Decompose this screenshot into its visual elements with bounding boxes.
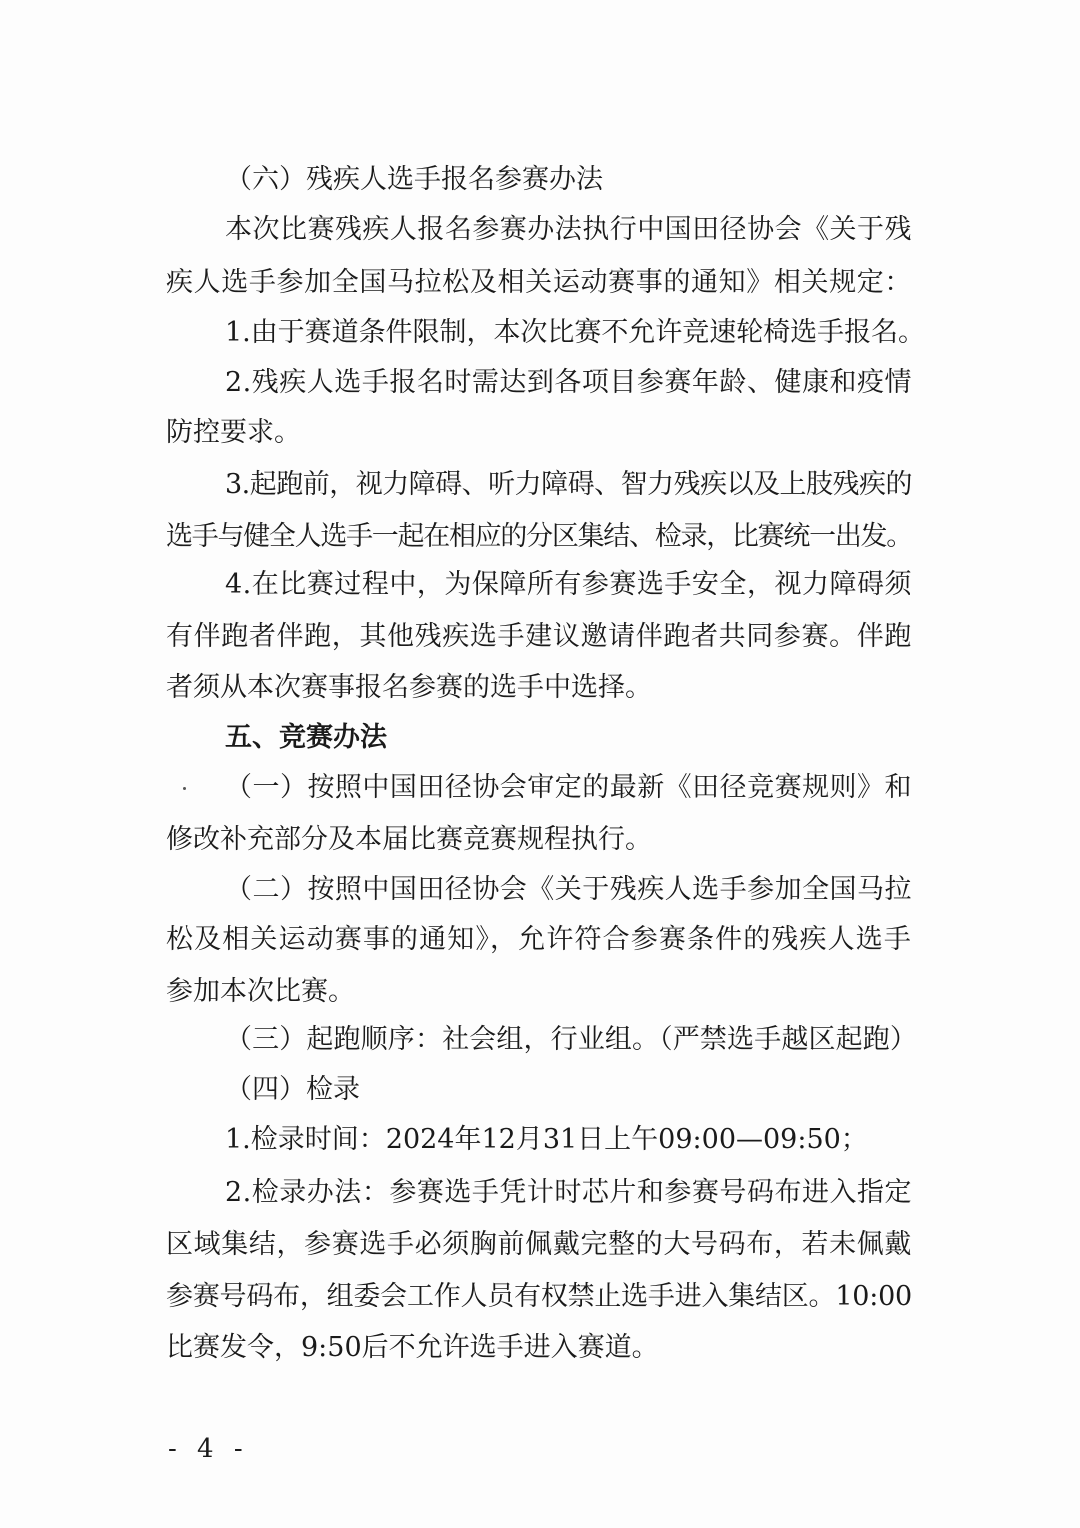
- paragraph-line: 修改补充部分及本届比赛竞赛规程执行。: [166, 824, 652, 855]
- list-item: 1.检录时间：2024年12月31日上午09:00—09:50；: [225, 1124, 868, 1155]
- list-item: 2.残疾人选手报名时需达到各项目参赛年龄、健康和疫情: [225, 367, 912, 398]
- subsection-heading: （六）残疾人选手报名参赛办法: [225, 164, 603, 195]
- page-number: - 4 -: [168, 1434, 249, 1464]
- paragraph-line: 选手与健全人选手一起在相应的分区集结、检录，比赛统一出发。: [166, 521, 912, 552]
- paragraph-line: 者须从本次赛事报名参赛的选手中选择。: [166, 672, 652, 703]
- paragraph-line: 本次比赛残疾人报名参赛办法执行中国田径协会《关于残: [225, 214, 912, 245]
- paragraph-line: （二）按照中国田径协会《关于残疾人选手参加全国马拉: [225, 874, 912, 905]
- paragraph-line: 比赛发令，9:50后不允许选手进入赛道。: [166, 1332, 659, 1363]
- paragraph-line: 参加本次比赛。: [166, 976, 355, 1007]
- paragraph-line: 参赛号码布，组委会工作人员有权禁止选手进入集结区。10:00: [166, 1281, 912, 1312]
- paragraph-line: 松及相关运动赛事的通知》，允许符合参赛条件的残疾人选手: [166, 924, 912, 955]
- paragraph-line: 防控要求。: [166, 417, 301, 448]
- list-item: 1.由于赛道条件限制，本次比赛不允许竞速轮椅选手报名。: [225, 317, 925, 348]
- list-item: 4.在比赛过程中，为保障所有参赛选手安全，视力障碍须: [225, 569, 912, 600]
- paragraph-line: 有伴跑者伴跑，其他残疾选手建议邀请伴跑者共同参赛。伴跑: [166, 621, 912, 652]
- subsection-heading: （四）检录: [225, 1074, 360, 1105]
- paragraph-line: （三）起跑顺序：社会组，行业组。（严禁选手越区起跑）: [225, 1024, 917, 1055]
- scan-speck: [183, 787, 186, 790]
- paragraph-line: 区域集结，参赛选手必须胸前佩戴完整的大号码布，若未佩戴: [166, 1229, 912, 1260]
- paragraph-line: （一）按照中国田径协会审定的最新《田径竞赛规则》和: [225, 772, 912, 803]
- list-item: 2.检录办法：参赛选手凭计时芯片和参赛号码布进入指定: [225, 1177, 912, 1208]
- paragraph-line: 疾人选手参加全国马拉松及相关运动赛事的通知》相关规定：: [166, 267, 912, 298]
- section-heading: 五、竞赛办法: [225, 722, 387, 753]
- list-item: 3.起跑前，视力障碍、听力障碍、智力残疾以及上肢残疾的: [225, 469, 912, 500]
